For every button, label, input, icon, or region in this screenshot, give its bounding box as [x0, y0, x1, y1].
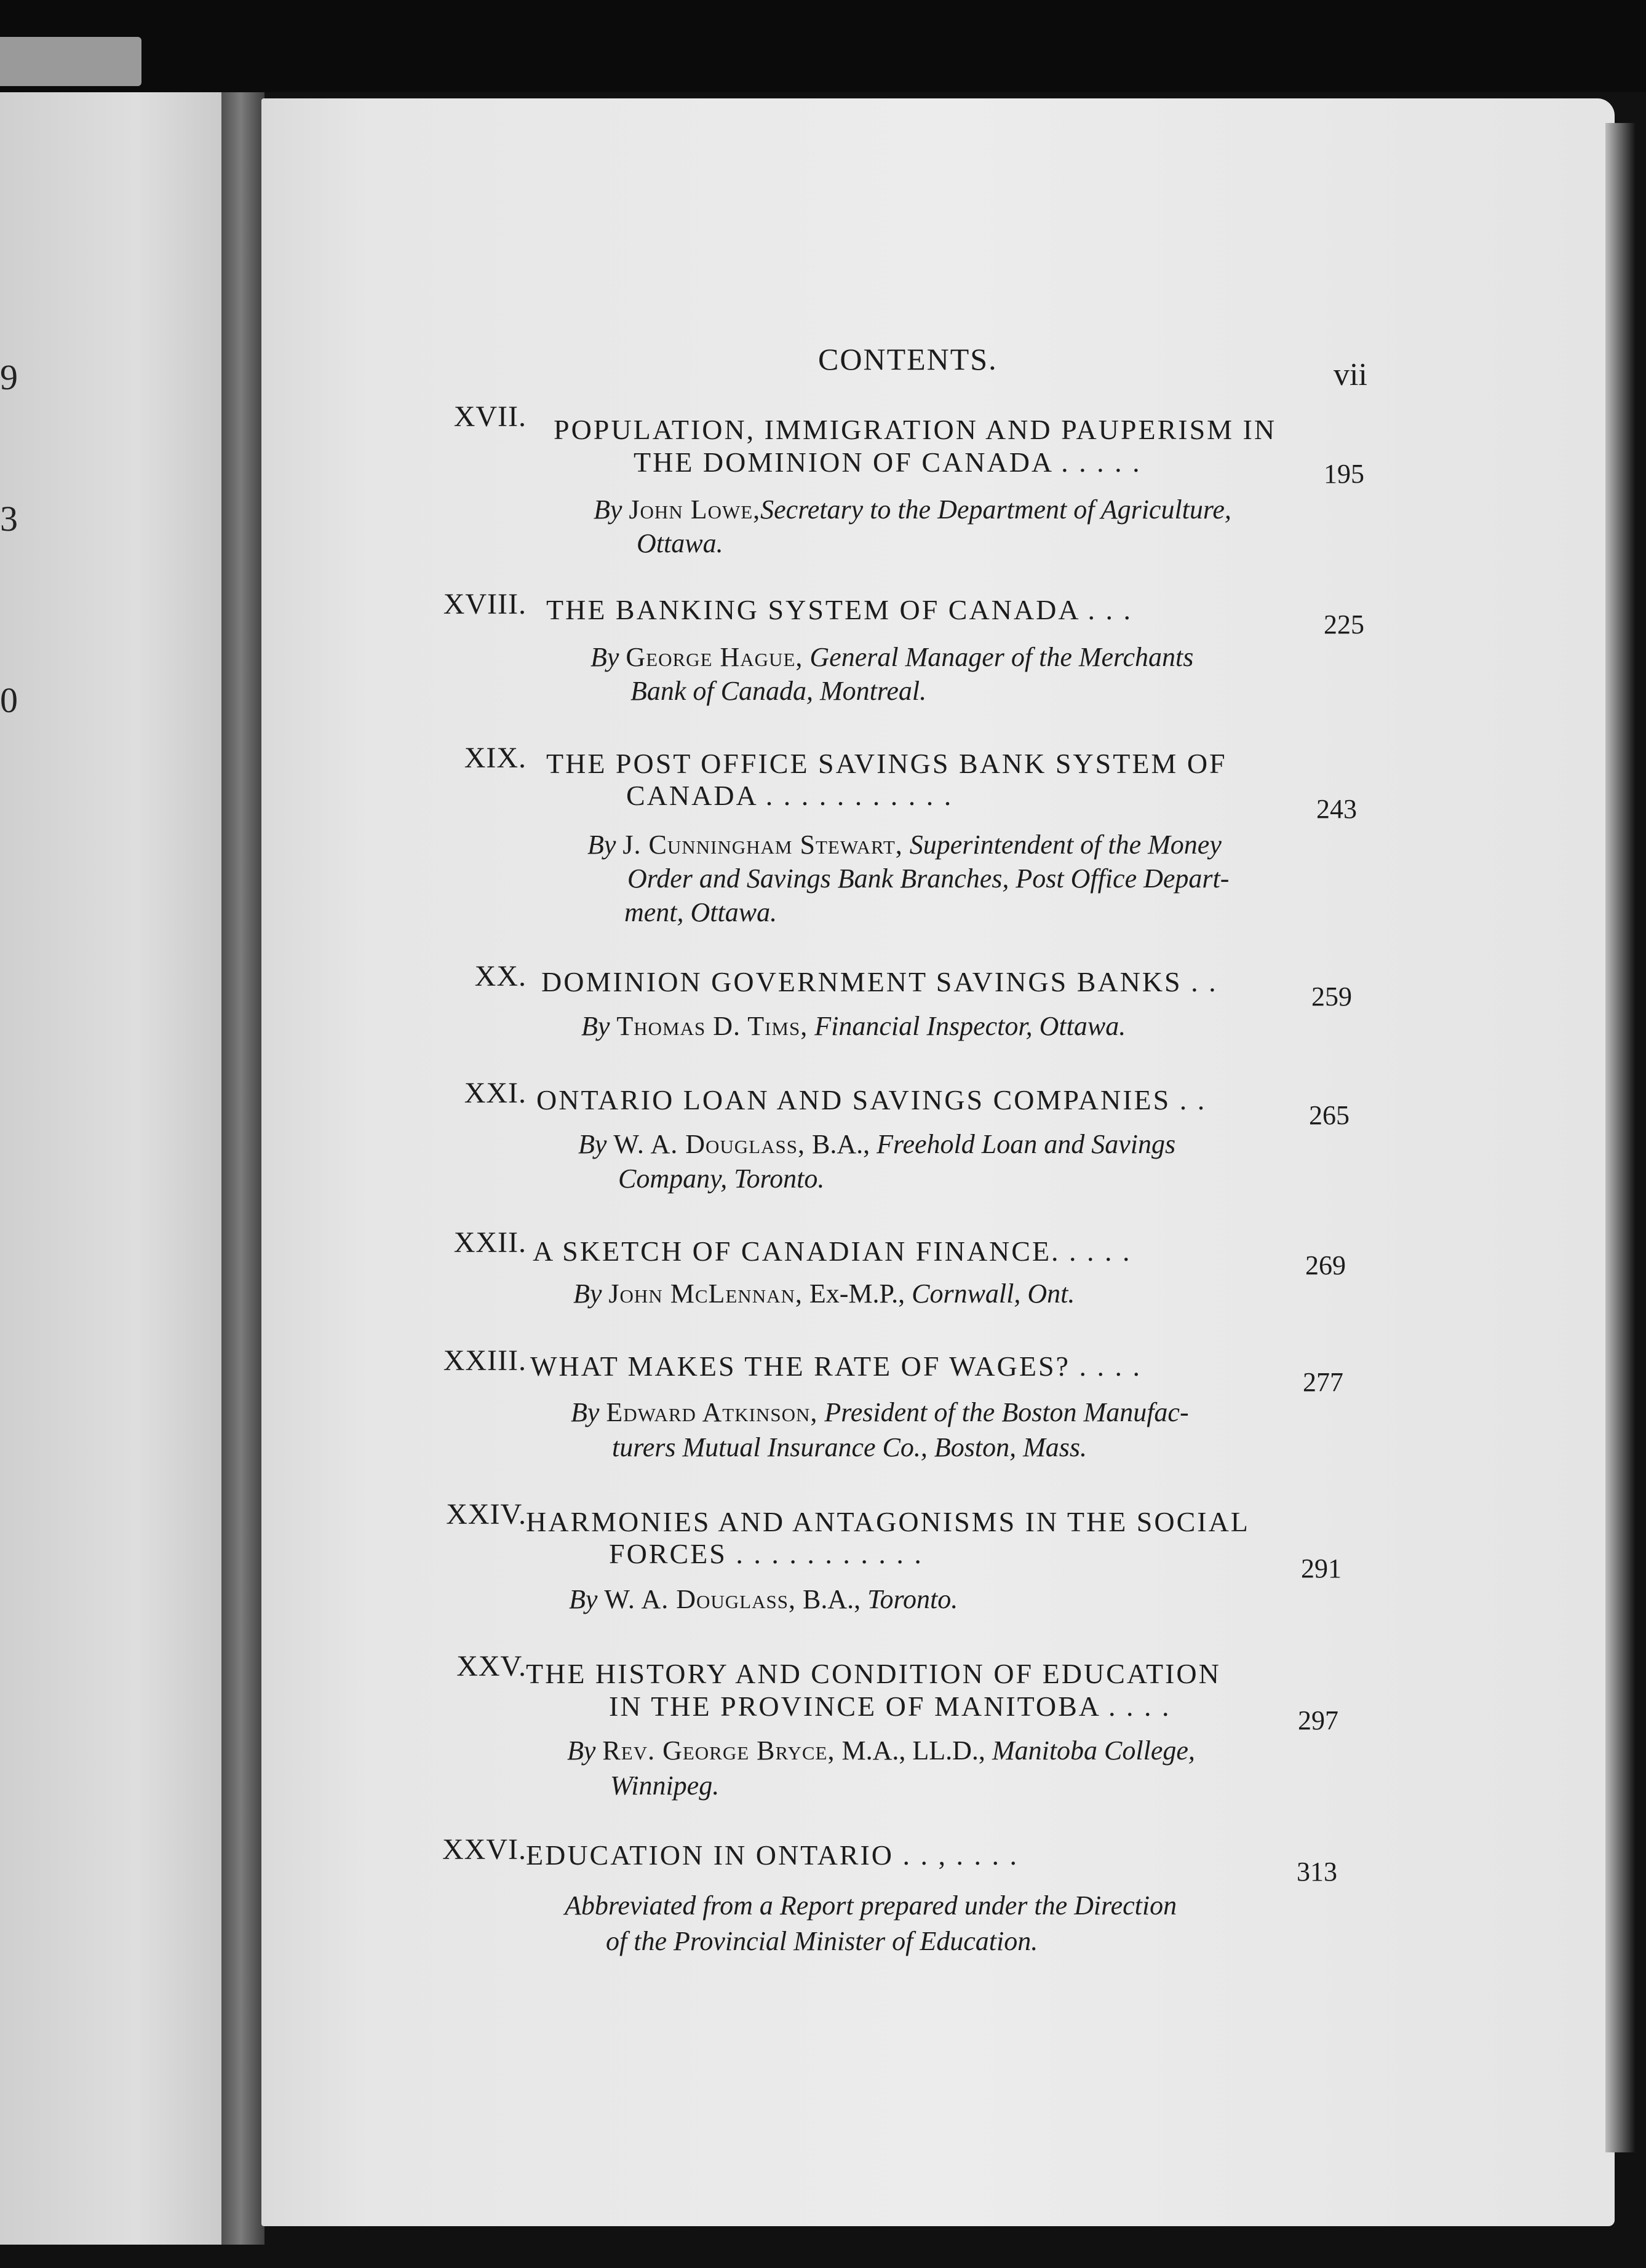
chapter-numeral: XXVI. — [442, 1833, 527, 1866]
author-name: Rev. George Bryce, — [602, 1735, 835, 1766]
chapter-numeral: XXII. — [453, 1226, 527, 1259]
author-degree: M.A., LL.D., — [841, 1735, 985, 1766]
left-page-margin-number: 0 — [0, 680, 18, 720]
author-name: W. A. Douglass, — [613, 1129, 805, 1159]
author-affiliation: General Manager of the Merchants — [809, 642, 1194, 672]
chapter-title-line: A SKETCH OF CANADIAN FINANCE. . . . . — [533, 1235, 1132, 1267]
book-gutter — [221, 92, 264, 2245]
chapter-author — [594, 492, 1231, 528]
author-by: By — [573, 1279, 602, 1309]
chapter-title-line: DOMINION GOVERNMENT SAVINGS BANKS . . — [541, 966, 1218, 997]
chapter-numeral: XX. — [474, 960, 527, 993]
author-affiliation-line: Ottawa. — [637, 528, 723, 558]
author-name: George Hague, — [626, 642, 803, 672]
chapter-numeral: XVII. — [453, 400, 527, 433]
chapter-title-line: IN THE PROVINCE OF MANITOBA . . . . — [609, 1691, 1171, 1722]
left-page-margin-number: 3 — [0, 499, 18, 539]
chapter-page-number: 313 — [1297, 1857, 1337, 1887]
author-name: W. A. Douglass, — [604, 1584, 796, 1614]
author-by: By — [594, 494, 622, 525]
chapter-title-line: POPULATION, IMMIGRATION AND PAUPERISM IN — [554, 414, 1277, 445]
chapter-author — [587, 827, 1222, 863]
chapter-author — [581, 1009, 1126, 1044]
left-page — [0, 92, 228, 2245]
chapter-source-note: Abbreviated from a Report prepared under the Direction — [565, 1890, 1177, 1921]
chapter-title-line: WHAT MAKES THE RATE OF WAGES? . . . . — [530, 1350, 1142, 1382]
chapter-title-line: EDUCATION IN ONTARIO . . , . . . . — [526, 1839, 1019, 1871]
chapter-page-number: 269 — [1305, 1250, 1346, 1280]
author-affiliation: Freehold Loan and Savings — [877, 1129, 1176, 1159]
author-affiliation: Financial Inspector, Ottawa. — [814, 1011, 1126, 1041]
author-by: By — [587, 830, 616, 860]
scan-clip-tab — [0, 37, 141, 86]
chapter-title-line: THE HISTORY AND CONDITION OF EDUCATION — [526, 1658, 1221, 1689]
author-affiliation-line: ment, Ottawa. — [624, 897, 777, 927]
author-by: By — [578, 1129, 607, 1159]
author-affiliation: Superintendent of the Money — [909, 830, 1222, 860]
author-degree: B.A., — [812, 1129, 870, 1159]
author-by: By — [567, 1735, 596, 1766]
chapter-page-number: 291 — [1301, 1553, 1342, 1584]
author-by: By — [581, 1011, 610, 1041]
author-by: By — [569, 1584, 598, 1614]
chapter-author — [567, 1733, 1195, 1769]
chapter-page-number: 277 — [1303, 1367, 1343, 1397]
chapter-page-number: 297 — [1298, 1705, 1338, 1735]
chapter-page-number: 259 — [1311, 981, 1352, 1012]
chapter-author — [571, 1395, 1189, 1430]
page-number: vii — [1334, 357, 1367, 392]
author-affiliation-line: Winnipeg. — [610, 1770, 720, 1801]
left-page-margin-number: 9 — [0, 357, 18, 397]
author-by: By — [571, 1397, 600, 1427]
chapter-title-line: THE BANKING SYSTEM OF CANADA . . . — [546, 594, 1133, 625]
chapter-title-line: ONTARIO LOAN AND SAVINGS COMPANIES . . — [536, 1084, 1207, 1116]
author-affiliation-line: Bank of Canada, Montreal. — [630, 676, 927, 706]
chapter-title-line: THE DOMINION OF CANADA . . . . . — [634, 446, 1142, 478]
author-affiliation: Manitoba College, — [992, 1735, 1195, 1766]
author-affiliation: Secretary to the Department of Agriculture, — [760, 494, 1231, 525]
author-name: John McLennan, — [608, 1279, 803, 1309]
scan-top-border — [0, 0, 1646, 92]
author-affiliation-line: Order and Savings Bank Branches, Post Office Depart- — [627, 863, 1230, 894]
chapter-title-line: CANADA . . . . . . . . . . . — [626, 780, 953, 811]
chapter-author — [590, 640, 1193, 675]
author-name: Thomas D. Tims, — [616, 1011, 808, 1041]
chapter-source-note-line: of the Provincial Minister of Education. — [606, 1926, 1038, 1956]
chapter-page-number: 195 — [1324, 459, 1364, 489]
author-affiliation: Cornwall, Ont. — [912, 1279, 1075, 1309]
chapter-title-line: HARMONIES AND ANTAGONISMS IN THE SOCIAL — [526, 1506, 1250, 1537]
chapter-page-number: 225 — [1324, 609, 1364, 640]
author-name: Edward Atkinson, — [606, 1397, 818, 1427]
author-degree: Ex-M.P., — [809, 1279, 905, 1309]
chapter-numeral: XXIV. — [446, 1498, 527, 1531]
chapter-numeral: XXV. — [456, 1650, 527, 1683]
chapter-numeral: XVIII. — [443, 588, 527, 621]
chapter-title-line: FORCES . . . . . . . . . . . — [609, 1538, 923, 1569]
author-degree: B.A., — [803, 1584, 861, 1614]
chapter-author — [569, 1582, 958, 1617]
running-head: CONTENTS. — [818, 342, 998, 376]
chapter-page-number: 243 — [1316, 794, 1357, 824]
page-edge-shadow — [1605, 123, 1636, 2152]
author-by: By — [590, 642, 619, 672]
chapter-author — [578, 1127, 1175, 1162]
author-affiliation: President of the Boston Manufac- — [824, 1397, 1189, 1427]
author-affiliation: Toronto. — [867, 1584, 958, 1614]
author-name: John Lowe, — [629, 494, 761, 525]
author-name: J. Cunningham Stewart, — [622, 830, 903, 860]
chapter-numeral: XXIII. — [443, 1344, 527, 1377]
author-affiliation-line: turers Mutual Insurance Co., Boston, Mass. — [612, 1432, 1087, 1462]
author-affiliation-line: Company, Toronto. — [618, 1164, 825, 1194]
chapter-author — [573, 1276, 1075, 1312]
chapter-page-number: 265 — [1309, 1100, 1350, 1130]
chapter-title-line: THE POST OFFICE SAVINGS BANK SYSTEM OF — [546, 748, 1227, 779]
chapter-numeral: XXI. — [464, 1077, 527, 1109]
chapter-numeral: XIX. — [464, 742, 527, 774]
